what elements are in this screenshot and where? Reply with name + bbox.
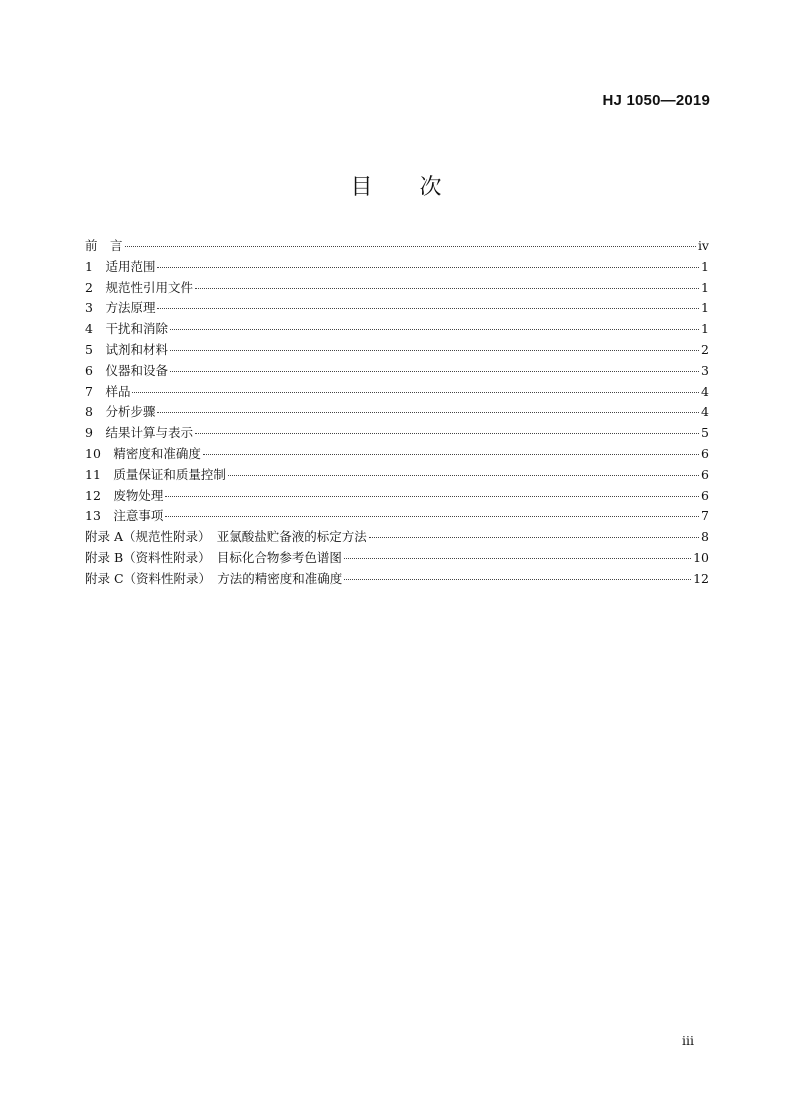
toc-entry-label: 2 规范性引用文件 xyxy=(85,279,193,295)
toc-entry-page: 1 xyxy=(701,300,709,316)
toc-entry-page: 12 xyxy=(693,570,709,586)
toc-entry[interactable] xyxy=(85,444,709,465)
toc-entry-page: 5 xyxy=(701,425,709,441)
toc-entry-page: 10 xyxy=(693,549,709,565)
toc-leader-dots xyxy=(203,454,699,455)
toc-entry-page: 1 xyxy=(701,279,709,295)
standard-code: HJ 1050—2019 xyxy=(602,92,710,109)
toc-entry-page: 4 xyxy=(701,383,709,399)
toc-leader-dots xyxy=(157,412,699,413)
toc-entry-label: 附录 A（规范性附录） 亚氯酸盐贮备液的标定方法 xyxy=(85,529,367,545)
toc-entry-page: 1 xyxy=(701,258,709,274)
toc-entry-label: 7 样品 xyxy=(85,383,131,399)
toc-leader-dots xyxy=(132,392,699,393)
toc-entry-label: 3 方法原理 xyxy=(85,300,156,316)
toc-entry[interactable] xyxy=(85,506,709,527)
toc-entry-label: 附录 B（资料性附录） 目标化合物参考色谱图 xyxy=(85,549,342,565)
toc-leader-dots xyxy=(344,558,691,559)
toc-entry-page: 7 xyxy=(701,508,709,524)
toc-entry-label: 12 废物处理 xyxy=(85,487,164,503)
toc-entry-page: 8 xyxy=(701,529,709,545)
toc-leader-dots xyxy=(344,579,691,580)
toc-leader-dots xyxy=(195,288,699,289)
toc-leader-dots xyxy=(165,516,699,517)
toc-entry-page: 6 xyxy=(701,445,709,461)
toc-leader-dots xyxy=(165,496,699,497)
toc-entry-label: 4 干扰和消除 xyxy=(85,321,168,337)
toc-leader-dots xyxy=(170,329,699,330)
toc-leader-dots xyxy=(170,371,699,372)
toc-entry[interactable] xyxy=(85,236,709,257)
toc-entry-label: 前 言 xyxy=(85,238,123,253)
toc-entry[interactable] xyxy=(85,340,709,361)
page-title: 目 次 xyxy=(350,175,442,200)
page-number: iii xyxy=(682,1033,694,1048)
toc-entry-label: 9 结果计算与表示 xyxy=(85,425,193,441)
toc-entry[interactable] xyxy=(85,257,709,278)
toc-entry[interactable] xyxy=(85,486,709,507)
toc-entry-page: iv xyxy=(697,238,709,253)
table-of-contents xyxy=(85,236,709,590)
toc-leader-dots xyxy=(157,267,699,268)
toc-entry-page: 6 xyxy=(701,487,709,503)
toc-entry[interactable] xyxy=(85,402,709,423)
toc-entry[interactable] xyxy=(85,382,709,403)
toc-entry[interactable] xyxy=(85,278,709,299)
toc-entry-label: 10 精密度和准确度 xyxy=(85,445,201,461)
toc-entry-page: 6 xyxy=(701,466,709,482)
toc-entry[interactable] xyxy=(85,569,709,590)
toc-entry-page: 4 xyxy=(701,404,709,420)
toc-entry[interactable] xyxy=(85,423,709,444)
toc-leader-dots xyxy=(369,537,699,538)
toc-leader-dots xyxy=(157,308,699,309)
toc-entry[interactable] xyxy=(85,361,709,382)
toc-entry[interactable] xyxy=(85,465,709,486)
toc-entry[interactable] xyxy=(85,298,709,319)
toc-entry-page: 2 xyxy=(701,341,709,357)
toc-entry-label: 11 质量保证和质量控制 xyxy=(85,466,226,482)
toc-entry-label: 附录 C（资料性附录） 方法的精密度和准确度 xyxy=(85,570,343,586)
toc-leader-dots xyxy=(228,475,699,476)
toc-leader-dots xyxy=(125,246,696,247)
toc-entry-label: 13 注意事项 xyxy=(85,508,164,524)
toc-leader-dots xyxy=(170,350,699,351)
toc-entry-label: 8 分析步骤 xyxy=(85,404,156,420)
toc-leader-dots xyxy=(195,433,699,434)
toc-entry-label: 6 仪器和设备 xyxy=(85,362,168,378)
toc-entry[interactable] xyxy=(85,548,709,569)
toc-entry-label: 5 试剂和材料 xyxy=(85,341,168,357)
toc-entry-page: 3 xyxy=(701,362,709,378)
toc-entry[interactable] xyxy=(85,527,709,548)
toc-entry-label: 1 适用范围 xyxy=(85,258,156,274)
toc-entry[interactable] xyxy=(85,319,709,340)
toc-entry-page: 1 xyxy=(701,321,709,337)
